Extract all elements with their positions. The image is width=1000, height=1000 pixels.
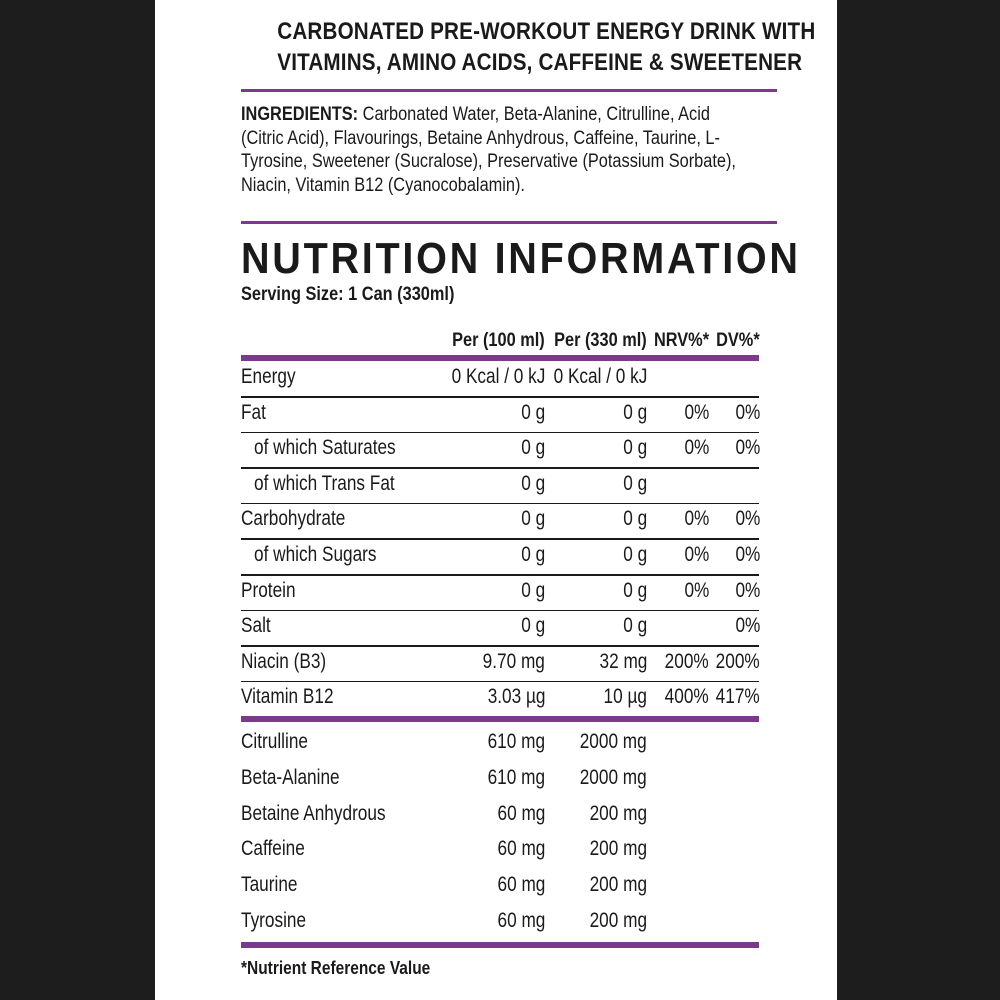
- value-dv: 0%: [735, 543, 760, 566]
- value-per330: 2000 mg: [579, 730, 647, 753]
- nutrition-title: NUTRITION INFORMATION: [241, 234, 801, 283]
- product-headline: [277, 16, 816, 78]
- table-row: [241, 503, 759, 539]
- value-per330: 0 g: [623, 578, 647, 602]
- nutrient-name: Protein: [241, 578, 296, 602]
- table-row: [241, 833, 759, 869]
- ingredient-name: Citrulline: [241, 730, 308, 753]
- table-row: [241, 681, 759, 717]
- value-per330: 200 mg: [589, 909, 647, 932]
- table-bottom-rule: [241, 942, 759, 948]
- nutrient-name: Energy: [241, 365, 296, 388]
- ingredients-label: INGREDIENTS:: [241, 104, 359, 125]
- serving-size: Serving Size: 1 Can (330ml): [241, 284, 455, 305]
- value-per100: 3.03 µg: [487, 685, 545, 709]
- col-header-nrv: NRV%*: [653, 330, 709, 351]
- col-header-per100: Per (100 ml): [452, 330, 545, 351]
- ingredient-name: Caffeine: [241, 837, 305, 861]
- value-per330: 200 mg: [589, 801, 647, 825]
- headline-line-2: VITAMINS, AMINO ACIDS, CAFFEINE & SWEETENER: [277, 49, 803, 76]
- value-per100: 0 g: [521, 507, 545, 531]
- value-dv: 0%: [735, 578, 760, 602]
- table-row: [241, 610, 759, 646]
- value-per330: 0 Kcal / 0 kJ: [553, 365, 647, 388]
- ingredient-name: Beta-Alanine: [241, 765, 340, 789]
- ingredient-name: Taurine: [241, 873, 298, 897]
- table-row: [241, 397, 759, 433]
- col-header-per330: Per (330 ml): [554, 330, 647, 351]
- footnote: *Nutrient Reference Value: [241, 958, 431, 978]
- value-per100: 0 g: [521, 578, 545, 602]
- divider-middle: [241, 221, 777, 224]
- value-per330: 200 mg: [589, 837, 647, 861]
- value-per100: 610 mg: [487, 765, 545, 789]
- value-per330: 10 µg: [603, 685, 647, 709]
- value-nrv: 0%: [684, 578, 709, 602]
- nutrient-name: Carbohydrate: [241, 507, 346, 531]
- value-per100: 60 mg: [497, 801, 545, 825]
- nutrient-name: Vitamin B12: [241, 685, 334, 709]
- table-row: [241, 798, 759, 834]
- value-per330: 0 g: [623, 471, 647, 495]
- value-dv: 200%: [715, 649, 760, 673]
- value-nrv: 0%: [684, 543, 709, 566]
- value-per100: 0 g: [521, 543, 545, 566]
- value-per100: 60 mg: [497, 837, 545, 861]
- value-per330: 0 g: [623, 543, 647, 566]
- ingredients-text: Carbonated Water, Beta-Alanine, Citrulline, Acid (Citric Acid), Flavourings, Betaine Anhydrous, Caffeine, Taurine, L-Tyrosine, Sweetener (Sucralose), Preservative (Potassium Sorbate), Niacin, Vitamin B12 (Cyanocobalamin).: [241, 104, 736, 196]
- value-dv: 0%: [735, 436, 760, 460]
- value-per100: 60 mg: [497, 873, 545, 897]
- value-per100: 0 g: [521, 400, 545, 424]
- value-dv: 0%: [735, 507, 760, 531]
- nutrient-name: of which Trans Fat: [254, 471, 395, 495]
- value-per330: 0 g: [623, 436, 647, 460]
- value-dv: 417%: [715, 685, 760, 709]
- table-row: [241, 575, 759, 611]
- value-nrv: 0%: [684, 507, 709, 531]
- value-per330: 0 g: [623, 507, 647, 531]
- divider-top: [241, 89, 777, 92]
- table-row: [241, 762, 759, 798]
- value-per100: 0 g: [521, 436, 545, 460]
- value-per330: 200 mg: [589, 873, 647, 897]
- value-per100: 9.70 mg: [482, 649, 545, 673]
- value-per100: 0 g: [521, 614, 545, 638]
- value-nrv: 0%: [684, 400, 709, 424]
- value-per330: 0 g: [623, 614, 647, 638]
- value-dv: 0%: [735, 614, 760, 638]
- table-row: [241, 539, 759, 575]
- nutrition-label-panel: [155, 0, 837, 1000]
- value-nrv: 0%: [684, 436, 709, 460]
- headline-line-1: CARBONATED PRE-WORKOUT ENERGY DRINK WITH: [277, 18, 816, 45]
- col-header-dv: DV%*: [716, 330, 760, 351]
- table-row: [241, 905, 759, 941]
- table-row: [241, 869, 759, 905]
- ingredient-name: Tyrosine: [241, 909, 307, 932]
- value-nrv: 400%: [664, 685, 709, 709]
- table-section-rule: [241, 716, 759, 722]
- ingredients-block: [241, 103, 757, 197]
- nutrient-name: Salt: [241, 614, 271, 638]
- table-row: [241, 361, 759, 397]
- nutrient-name: Fat: [241, 400, 266, 424]
- value-per330: 32 mg: [599, 649, 647, 673]
- value-dv: 0%: [735, 400, 760, 424]
- nutrient-name: of which Saturates: [254, 436, 396, 460]
- ingredient-name: Betaine Anhydrous: [241, 801, 386, 825]
- value-per330: 2000 mg: [579, 765, 647, 789]
- value-per330: 0 g: [623, 400, 647, 424]
- table-row: [241, 432, 759, 468]
- table-row: [241, 726, 759, 762]
- table-row: [241, 646, 759, 682]
- value-nrv: 200%: [664, 649, 709, 673]
- nutrient-name: of which Sugars: [254, 543, 377, 566]
- table-row: [241, 468, 759, 504]
- value-per100: 610 mg: [487, 730, 545, 753]
- value-per100: 0 g: [521, 471, 545, 495]
- value-per100: 60 mg: [497, 909, 545, 932]
- value-per100: 0 Kcal / 0 kJ: [451, 365, 545, 388]
- nutrient-name: Niacin (B3): [241, 649, 327, 673]
